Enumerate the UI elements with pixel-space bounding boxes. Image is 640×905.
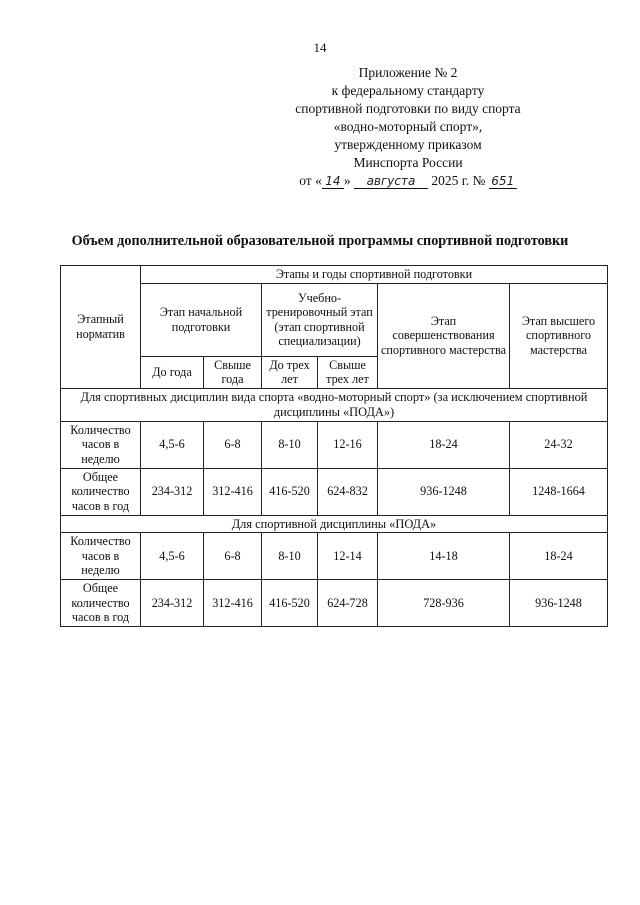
appendix-line: Минспорта России [353, 155, 463, 170]
table-cell: 416-520 [262, 468, 318, 515]
appendix-line: «водно-моторный спорт», [333, 119, 483, 134]
row-label: Общее количество часов в год [61, 468, 141, 515]
order-line [258, 172, 558, 190]
table-cell: 416-520 [262, 580, 318, 627]
order-month-handwritten: августа [354, 174, 428, 189]
table-cell: 312-416 [204, 580, 262, 627]
table-cell: 24-32 [510, 421, 608, 468]
header-training-stage: Учебно-тренировочный этап (этап спортивной специализации) [262, 283, 378, 356]
header-improvement-stage: Этап совершенствования спортивного мастерства [378, 283, 510, 388]
appendix-line: утвержденному приказом [334, 137, 482, 152]
table-cell: 728-936 [378, 580, 510, 627]
table-cell: 234-312 [141, 468, 204, 515]
header-year: Свыше трех лет [318, 356, 378, 388]
table-cell: 6-8 [204, 421, 262, 468]
order-mid: » [343, 173, 351, 188]
table-cell: 12-16 [318, 421, 378, 468]
table-cell: 18-24 [510, 533, 608, 580]
table-cell: 312-416 [204, 468, 262, 515]
norms-table [60, 265, 608, 627]
order-day-handwritten: 14 [322, 174, 344, 189]
order-prefix: от « [299, 173, 322, 188]
section-header: Для спортивной дисциплины «ПОДА» [61, 515, 608, 533]
row-label: Количество часов в неделю [61, 533, 141, 580]
header-year: До трех лет [262, 356, 318, 388]
table-cell: 234-312 [141, 580, 204, 627]
table-cell: 6-8 [204, 533, 262, 580]
table-cell: 8-10 [262, 533, 318, 580]
header-stages: Этапы и годы спортивной подготовки [141, 266, 608, 284]
table-cell: 4,5-6 [141, 421, 204, 468]
document-title: Объем дополнительной образовательной программы спортивной подготовки [71, 233, 569, 249]
table-cell: 936-1248 [510, 580, 608, 627]
table-cell: 4,5-6 [141, 533, 204, 580]
table-cell: 624-728 [318, 580, 378, 627]
table-cell: 624-832 [318, 468, 378, 515]
table-cell: 936-1248 [378, 468, 510, 515]
table-cell: 12-14 [318, 533, 378, 580]
header-norm: Этапный норматив [61, 266, 141, 389]
row-label: Общее количество часов в год [61, 580, 141, 627]
appendix-line: к федеральному стандарту [331, 83, 485, 98]
order-number-handwritten: 651 [489, 174, 517, 189]
table-cell: 18-24 [378, 421, 510, 468]
header-year: До года [141, 356, 204, 388]
section-header: Для спортивных дисциплин вида спорта «водно-моторный спорт» (за исключением спортивной дисциплины «ПОДА») [61, 388, 608, 421]
table-cell: 8-10 [262, 421, 318, 468]
table-cell: 14-18 [378, 533, 510, 580]
appendix-line: Приложение № 2 [358, 65, 458, 80]
header-year: Свыше года [204, 356, 262, 388]
order-year: 2025 г. № [431, 173, 486, 188]
header-initial-stage: Этап начальной подготовки [141, 283, 262, 356]
appendix-line: спортивной подготовки по виду спорта [295, 101, 521, 116]
header-higher-stage: Этап высшего спортивного мастерства [510, 283, 608, 388]
page-number: 14 [313, 40, 327, 55]
table-cell: 1248-1664 [510, 468, 608, 515]
appendix-header [258, 64, 558, 190]
row-label: Количество часов в неделю [61, 421, 141, 468]
